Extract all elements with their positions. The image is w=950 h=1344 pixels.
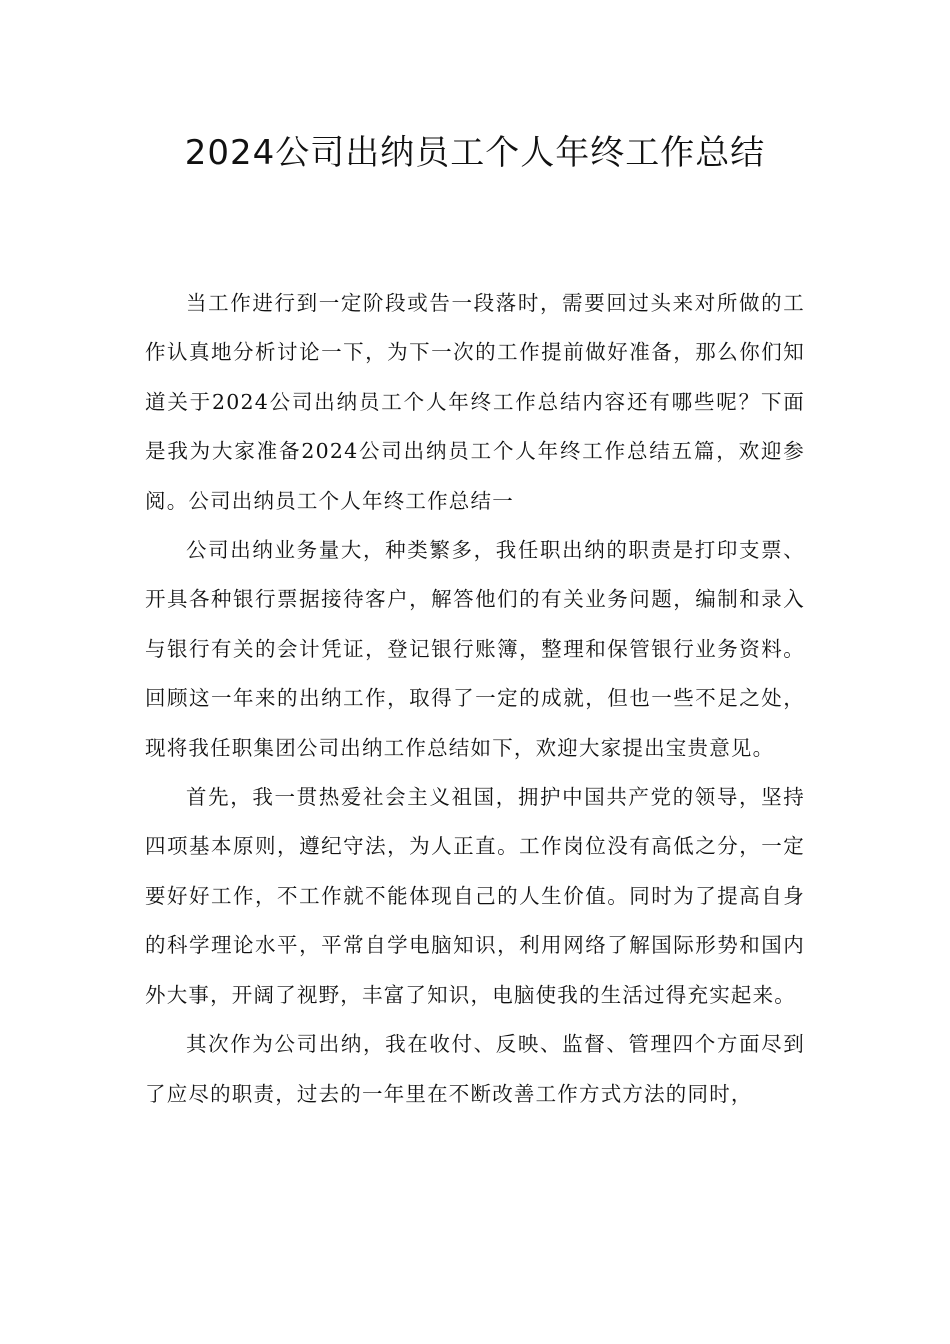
document-title: 2024公司出纳员工个人年终工作总结 [184,133,766,173]
paragraph-intro: 当工作进行到一定阶段或告一段落时，需要回过头来对所做的工作认真地分析讨论一下，为下一次的工作提前做好准备，那么你们知道关于2024公司出纳员工个人年终工作总结内容还有哪些呢？下面是我为大家准备2024公司出纳员工个人年终工作总结五篇，欢迎参阅。公司出纳员工个人年终工作总结一 [145,291,805,513]
paragraph-first: 首先，我一贯热爱社会主义祖国，拥护中国共产党的领导，坚持四项基本原则，遵纪守法，为人正直。工作岗位没有高低之分，一定要好好工作，不工作就不能体现自己的人生价值。同时为了提高自身的科学理论水平，平常自学电脑知识，利用网络了解国际形势和国内外大事，开阔了视野，丰富了知识，电脑使我的生活过得充实起来。 [145,785,805,1007]
paragraph-second: 其次作为公司出纳，我在收付、反映、监督、管理四个方面尽到了应尽的职责，过去的一年里在不断改善工作方式方法的同时， [145,1032,805,1106]
document-body [145,279,805,1119]
paragraph-duties: 公司出纳业务量大，种类繁多，我任职出纳的职责是打印支票、开具各种银行票据接待客户，解答他们的有关业务问题，编制和录入与银行有关的会计凭证，登记银行账簿，整理和保管银行业务资料。回顾这一年来的出纳工作，取得了一定的成就，但也一些不足之处，现将我任职集团公司出纳工作总结如下，欢迎大家提出宝贵意见。 [145,538,805,760]
